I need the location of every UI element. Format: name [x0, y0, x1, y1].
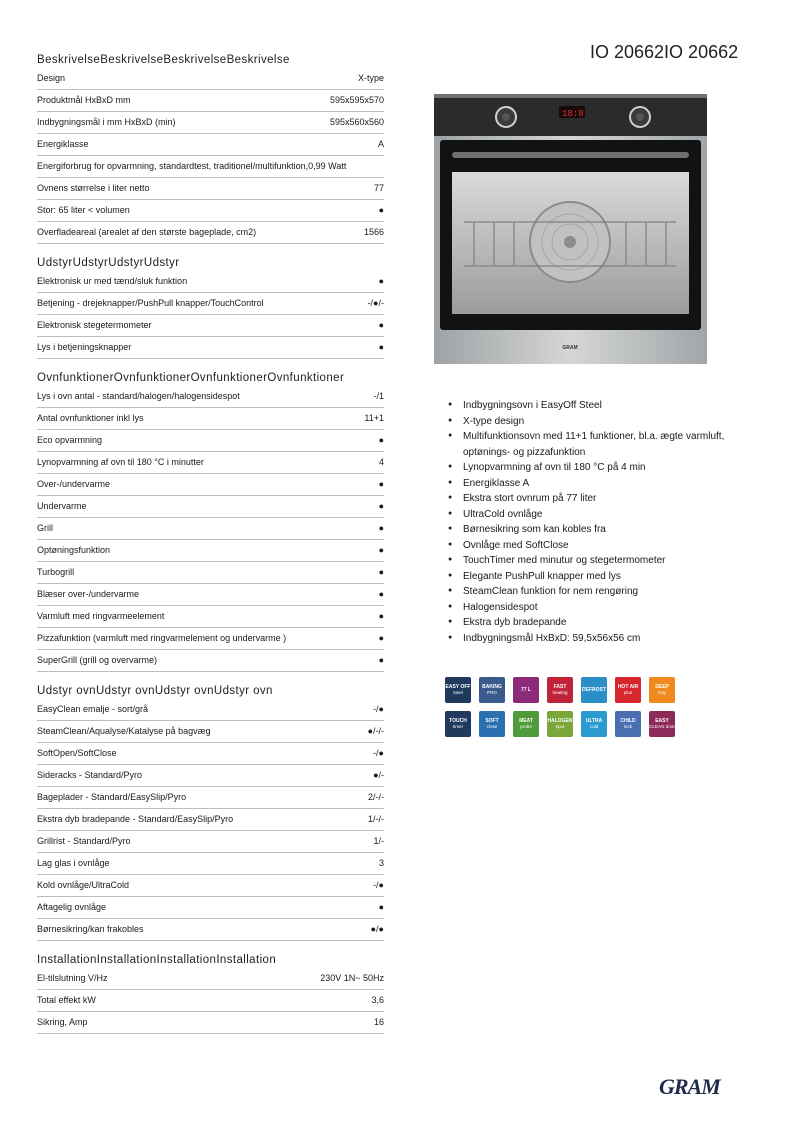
- spec-label: Børnesikring/kan frakobles: [37, 924, 144, 934]
- spec-label: Ekstra dyb bradepande - Standard/EasySlip/Pyro: [37, 814, 234, 824]
- spec-row: [37, 699, 384, 721]
- spec-label: SuperGrill (grill og overvarme): [37, 655, 158, 665]
- spec-label: Betjening - drejeknapper/PushPull knapper/TouchControl: [37, 298, 264, 308]
- spec-value: ●: [378, 342, 384, 352]
- spec-row: [37, 271, 384, 293]
- spec-row: [37, 293, 384, 315]
- spec-value: 3,6: [371, 995, 384, 1005]
- badge-subtitle: heating: [552, 690, 568, 695]
- spec-row: [37, 452, 384, 474]
- spec-row: [37, 112, 384, 134]
- section-title: BeskrivelseBeskrivelseBeskrivelseBeskrivelse: [37, 54, 290, 66]
- badge-row: [445, 711, 685, 737]
- spec-label: Stor: 65 liter < volumen: [37, 205, 130, 215]
- spec-row: [37, 897, 384, 919]
- spec-value: -/●: [373, 704, 384, 714]
- feature-badge-icon: [513, 677, 539, 703]
- spec-label: Energiforbrug for opvarmning, standardtest, traditionel/multifunktion,0,99 Watt: [37, 161, 347, 171]
- spec-label: Over-/undervarme: [37, 479, 111, 489]
- spec-value: 4: [378, 457, 384, 467]
- spec-row: [37, 540, 384, 562]
- section-title: InstallationInstallationInstallationInstallation: [37, 954, 277, 966]
- badge-title: HOT AIR: [617, 684, 639, 690]
- feature-badge-icon: [615, 711, 641, 737]
- spec-value: ●: [378, 567, 384, 577]
- spec-row: [37, 853, 384, 875]
- spec-value: ●: [378, 611, 384, 621]
- spec-row: [37, 474, 384, 496]
- spec-label: Grillrist - Standard/Pyro: [37, 836, 131, 846]
- feature-item: ● Halogensidespot: [448, 600, 748, 616]
- spec-row: [37, 134, 384, 156]
- feature-item: ● Ovnlåge med SoftClose: [448, 538, 748, 554]
- badge-subtitle: spot: [555, 724, 565, 729]
- badge-subtitle: PRO: [487, 690, 497, 695]
- spec-row: [37, 584, 384, 606]
- feature-badge-icon: [615, 677, 641, 703]
- spec-label: Bageplader - Standard/EasySlip/Pyro: [37, 792, 187, 802]
- spec-row: [37, 408, 384, 430]
- spec-label: Ovnens størrelse i liter netto: [37, 183, 150, 193]
- feature-badge-icon: [649, 677, 675, 703]
- spec-label: Indbygningsmål i mm HxBxD (min): [37, 117, 176, 127]
- spec-label: Lag glas i ovnlåge: [37, 858, 110, 868]
- badge-subtitle: tray: [658, 690, 666, 695]
- spec-value: ●: [378, 479, 384, 489]
- section-title: Udstyr ovnUdstyr ovnUdstyr ovnUdstyr ovn: [37, 685, 273, 697]
- spec-value: ●: [378, 205, 384, 215]
- badge-row: [445, 677, 685, 703]
- spec-value: 11+1: [364, 413, 384, 423]
- spec-label: Lynopvarmning af ovn til 180 °C i minutter: [37, 457, 204, 467]
- feature-badge-icon: [581, 711, 607, 737]
- spec-value: -/●/-: [367, 298, 384, 308]
- badge-title: HALOGEN: [547, 718, 573, 724]
- feature-item: ● TouchTimer med minutur og stegetermometer: [448, 553, 748, 569]
- spec-row: [37, 919, 384, 941]
- section-title: OvnfunktionerOvnfunktionerOvnfunktionerOvnfunktioner: [37, 372, 345, 384]
- feature-badge-icon: [479, 711, 505, 737]
- spec-label: Total effekt kW: [37, 995, 96, 1005]
- feature-badges: [445, 677, 685, 745]
- feature-badge-icon: [581, 677, 607, 703]
- spec-label: Elektronisk stegetermometer: [37, 320, 152, 330]
- spec-value: 595x595x570: [329, 95, 384, 105]
- model-title: IO 20662IO 20662: [590, 42, 739, 62]
- spec-row: [37, 430, 384, 452]
- svg-text:GRAM: GRAM: [659, 1074, 720, 1099]
- spec-label: Grill: [37, 523, 53, 533]
- badge-subtitle: cold: [589, 724, 599, 729]
- spec-value: ●: [378, 523, 384, 533]
- spec-row: [37, 968, 384, 990]
- spec-row: [37, 68, 384, 90]
- spec-label: Varmluft med ringvarmeelement: [37, 611, 165, 621]
- feature-badge-icon: [547, 677, 573, 703]
- spec-label: Sideracks - Standard/Pyro: [37, 770, 143, 780]
- badge-subtitle: lock: [623, 724, 633, 729]
- spec-row: [37, 628, 384, 650]
- badge-subtitle: plus: [623, 690, 633, 695]
- spec-value: ●: [378, 435, 384, 445]
- spec-label: Pizzafunktion (varmluft med ringvarmelement og undervarme ): [37, 633, 287, 643]
- spec-value: ●: [378, 589, 384, 599]
- spec-label: Antal ovnfunktioner inkl lys: [37, 413, 144, 423]
- feature-item: ● Lynopvarmning af ovn til 180 °C på 4 min: [448, 460, 748, 476]
- spec-row: [37, 875, 384, 897]
- spec-label: Elektronisk ur med tænd/sluk funktion: [37, 276, 188, 286]
- spec-row: [37, 178, 384, 200]
- feature-item: ● SteamClean funktion for nem rengøring: [448, 584, 748, 600]
- feature-badge-icon: [649, 711, 675, 737]
- badge-title: 77 L: [520, 687, 531, 693]
- spec-row: [37, 156, 384, 178]
- spec-value: 595x560x560: [329, 117, 384, 127]
- spec-label: SoftOpen/SoftClose: [37, 748, 117, 758]
- badge-title: DEEP: [655, 684, 669, 690]
- spec-row: [37, 787, 384, 809]
- spec-label: Sikring, Amp: [37, 1017, 88, 1027]
- spec-row: [37, 496, 384, 518]
- spec-label: El-tilslutning V/Hz: [37, 973, 108, 983]
- spec-value: ●: [378, 320, 384, 330]
- section-title: UdstyrUdstyrUdstyrUdstyr: [37, 257, 180, 269]
- oven-image: [434, 94, 707, 364]
- oven-display: 18:8: [562, 109, 584, 119]
- spec-row: [37, 315, 384, 337]
- feature-item: ● Multifunktionsovn med 11+1 funktioner, bl.a. ægte varmluft, optønings- og pizzafunktion: [448, 429, 748, 460]
- spec-value: ●: [378, 633, 384, 643]
- badge-subtitle: CLEAN door: [649, 724, 675, 729]
- badge-subtitle: probe: [520, 724, 532, 729]
- badge-title: FAST: [553, 684, 567, 690]
- badge-title: TOUCH: [449, 718, 467, 724]
- spec-label: EasyClean emalje - sort/grå: [37, 704, 149, 714]
- badge-subtitle: timer: [452, 724, 464, 729]
- spec-row: [37, 386, 384, 408]
- spec-value: -/●: [373, 880, 384, 890]
- feature-badge-icon: [445, 677, 471, 703]
- badge-subtitle: steel: [453, 690, 463, 695]
- spec-row: [37, 650, 384, 672]
- spec-label: Optøningsfunktion: [37, 545, 111, 555]
- spec-value: 230V 1N~ 50Hz: [320, 973, 384, 983]
- spec-label: Lys i ovn antal - standard/halogen/halogensidespot: [37, 391, 240, 401]
- feature-item: ● Indbygningsovn i EasyOff Steel: [448, 398, 748, 414]
- spec-row: [37, 518, 384, 540]
- oven-brand: GRAM: [562, 345, 578, 351]
- spec-value: ●: [378, 655, 384, 665]
- feature-item: ● Indbygningsmål HxBxD: 59,5x56x56 cm: [448, 631, 748, 647]
- feature-item: ● X-type design: [448, 414, 748, 430]
- spec-value: 2/-/-: [367, 792, 384, 802]
- feature-item: ● Ekstra dyb bradepande: [448, 615, 748, 631]
- feature-item: ● Børnesikring som kan kobles fra: [448, 522, 748, 538]
- spec-row: [37, 809, 384, 831]
- spec-value: ●/-: [373, 770, 384, 780]
- spec-row: [37, 1012, 384, 1034]
- spec-row: [37, 606, 384, 628]
- spec-label: Design: [37, 73, 66, 83]
- feature-item: ● Ekstra stort ovnrum på 77 liter: [448, 491, 748, 507]
- spec-label: Blæser over-/undervarme: [37, 589, 140, 599]
- spec-row: [37, 200, 384, 222]
- feature-badge-icon: [479, 677, 505, 703]
- spec-label: Aftagelig ovnlåge: [37, 902, 107, 912]
- spec-label: Energiklasse: [37, 139, 89, 149]
- spec-label: Overfladeareal (arealet af den største bageplade, cm2): [37, 227, 257, 237]
- badge-title: SOFT: [485, 718, 499, 724]
- spec-value: -/●: [373, 748, 384, 758]
- spec-value: A: [377, 139, 384, 149]
- gram-logo: [657, 1072, 747, 1100]
- spec-label: Turbogrill: [37, 567, 75, 577]
- spec-label: Kold ovnlåge/UltraCold: [37, 880, 130, 890]
- badge-title: DEFROST: [582, 687, 606, 693]
- badge-title: MEAT: [519, 718, 533, 724]
- spec-value: 3: [378, 858, 384, 868]
- spec-row: [37, 743, 384, 765]
- spec-value: ●/●: [370, 924, 384, 934]
- feature-list: [448, 398, 748, 646]
- spec-value: ●: [378, 545, 384, 555]
- spec-value: ●: [378, 501, 384, 511]
- spec-row: [37, 831, 384, 853]
- feature-item: ● UltraCold ovnlåge: [448, 507, 748, 523]
- spec-label: SteamClean/Aqualyse/Katalyse på bagvæg: [37, 726, 211, 736]
- spec-label: Lys i betjeningsknapper: [37, 342, 132, 352]
- spec-label: Produktmål HxBxD mm: [37, 95, 131, 105]
- spec-row: [37, 90, 384, 112]
- spec-table: [37, 52, 384, 1034]
- feature-badge-icon: [445, 711, 471, 737]
- spec-row: [37, 765, 384, 787]
- badge-title: EASY: [655, 718, 669, 724]
- badge-subtitle: close: [486, 724, 498, 729]
- spec-row: [37, 990, 384, 1012]
- spec-row: [37, 721, 384, 743]
- feature-item: ● Elegante PushPull knapper med lys: [448, 569, 748, 585]
- badge-title: ULTRA: [585, 718, 603, 724]
- feature-item: ● Energiklasse A: [448, 476, 748, 492]
- spec-value: -/1: [373, 391, 384, 401]
- feature-badge-icon: [513, 711, 539, 737]
- spec-value: 1/-: [373, 836, 384, 846]
- spec-row: [37, 562, 384, 584]
- badge-title: CHILD: [620, 718, 636, 724]
- spec-value: 77: [373, 183, 384, 193]
- spec-row: [37, 222, 384, 244]
- badge-title: BAKING: [482, 684, 502, 690]
- spec-label: Eco opvarmning: [37, 435, 103, 445]
- spec-value: ●: [378, 276, 384, 286]
- spec-row: [37, 337, 384, 359]
- spec-value: ●: [378, 902, 384, 912]
- spec-value: 1/-/-: [367, 814, 384, 824]
- badge-title: EASY OFF: [445, 684, 471, 690]
- spec-value: 16: [373, 1017, 384, 1027]
- spec-value: 1566: [363, 227, 384, 237]
- feature-badge-icon: [547, 711, 573, 737]
- spec-value: ●/-/-: [367, 726, 384, 736]
- spec-label: Undervarme: [37, 501, 87, 511]
- spec-value: X-type: [357, 73, 384, 83]
